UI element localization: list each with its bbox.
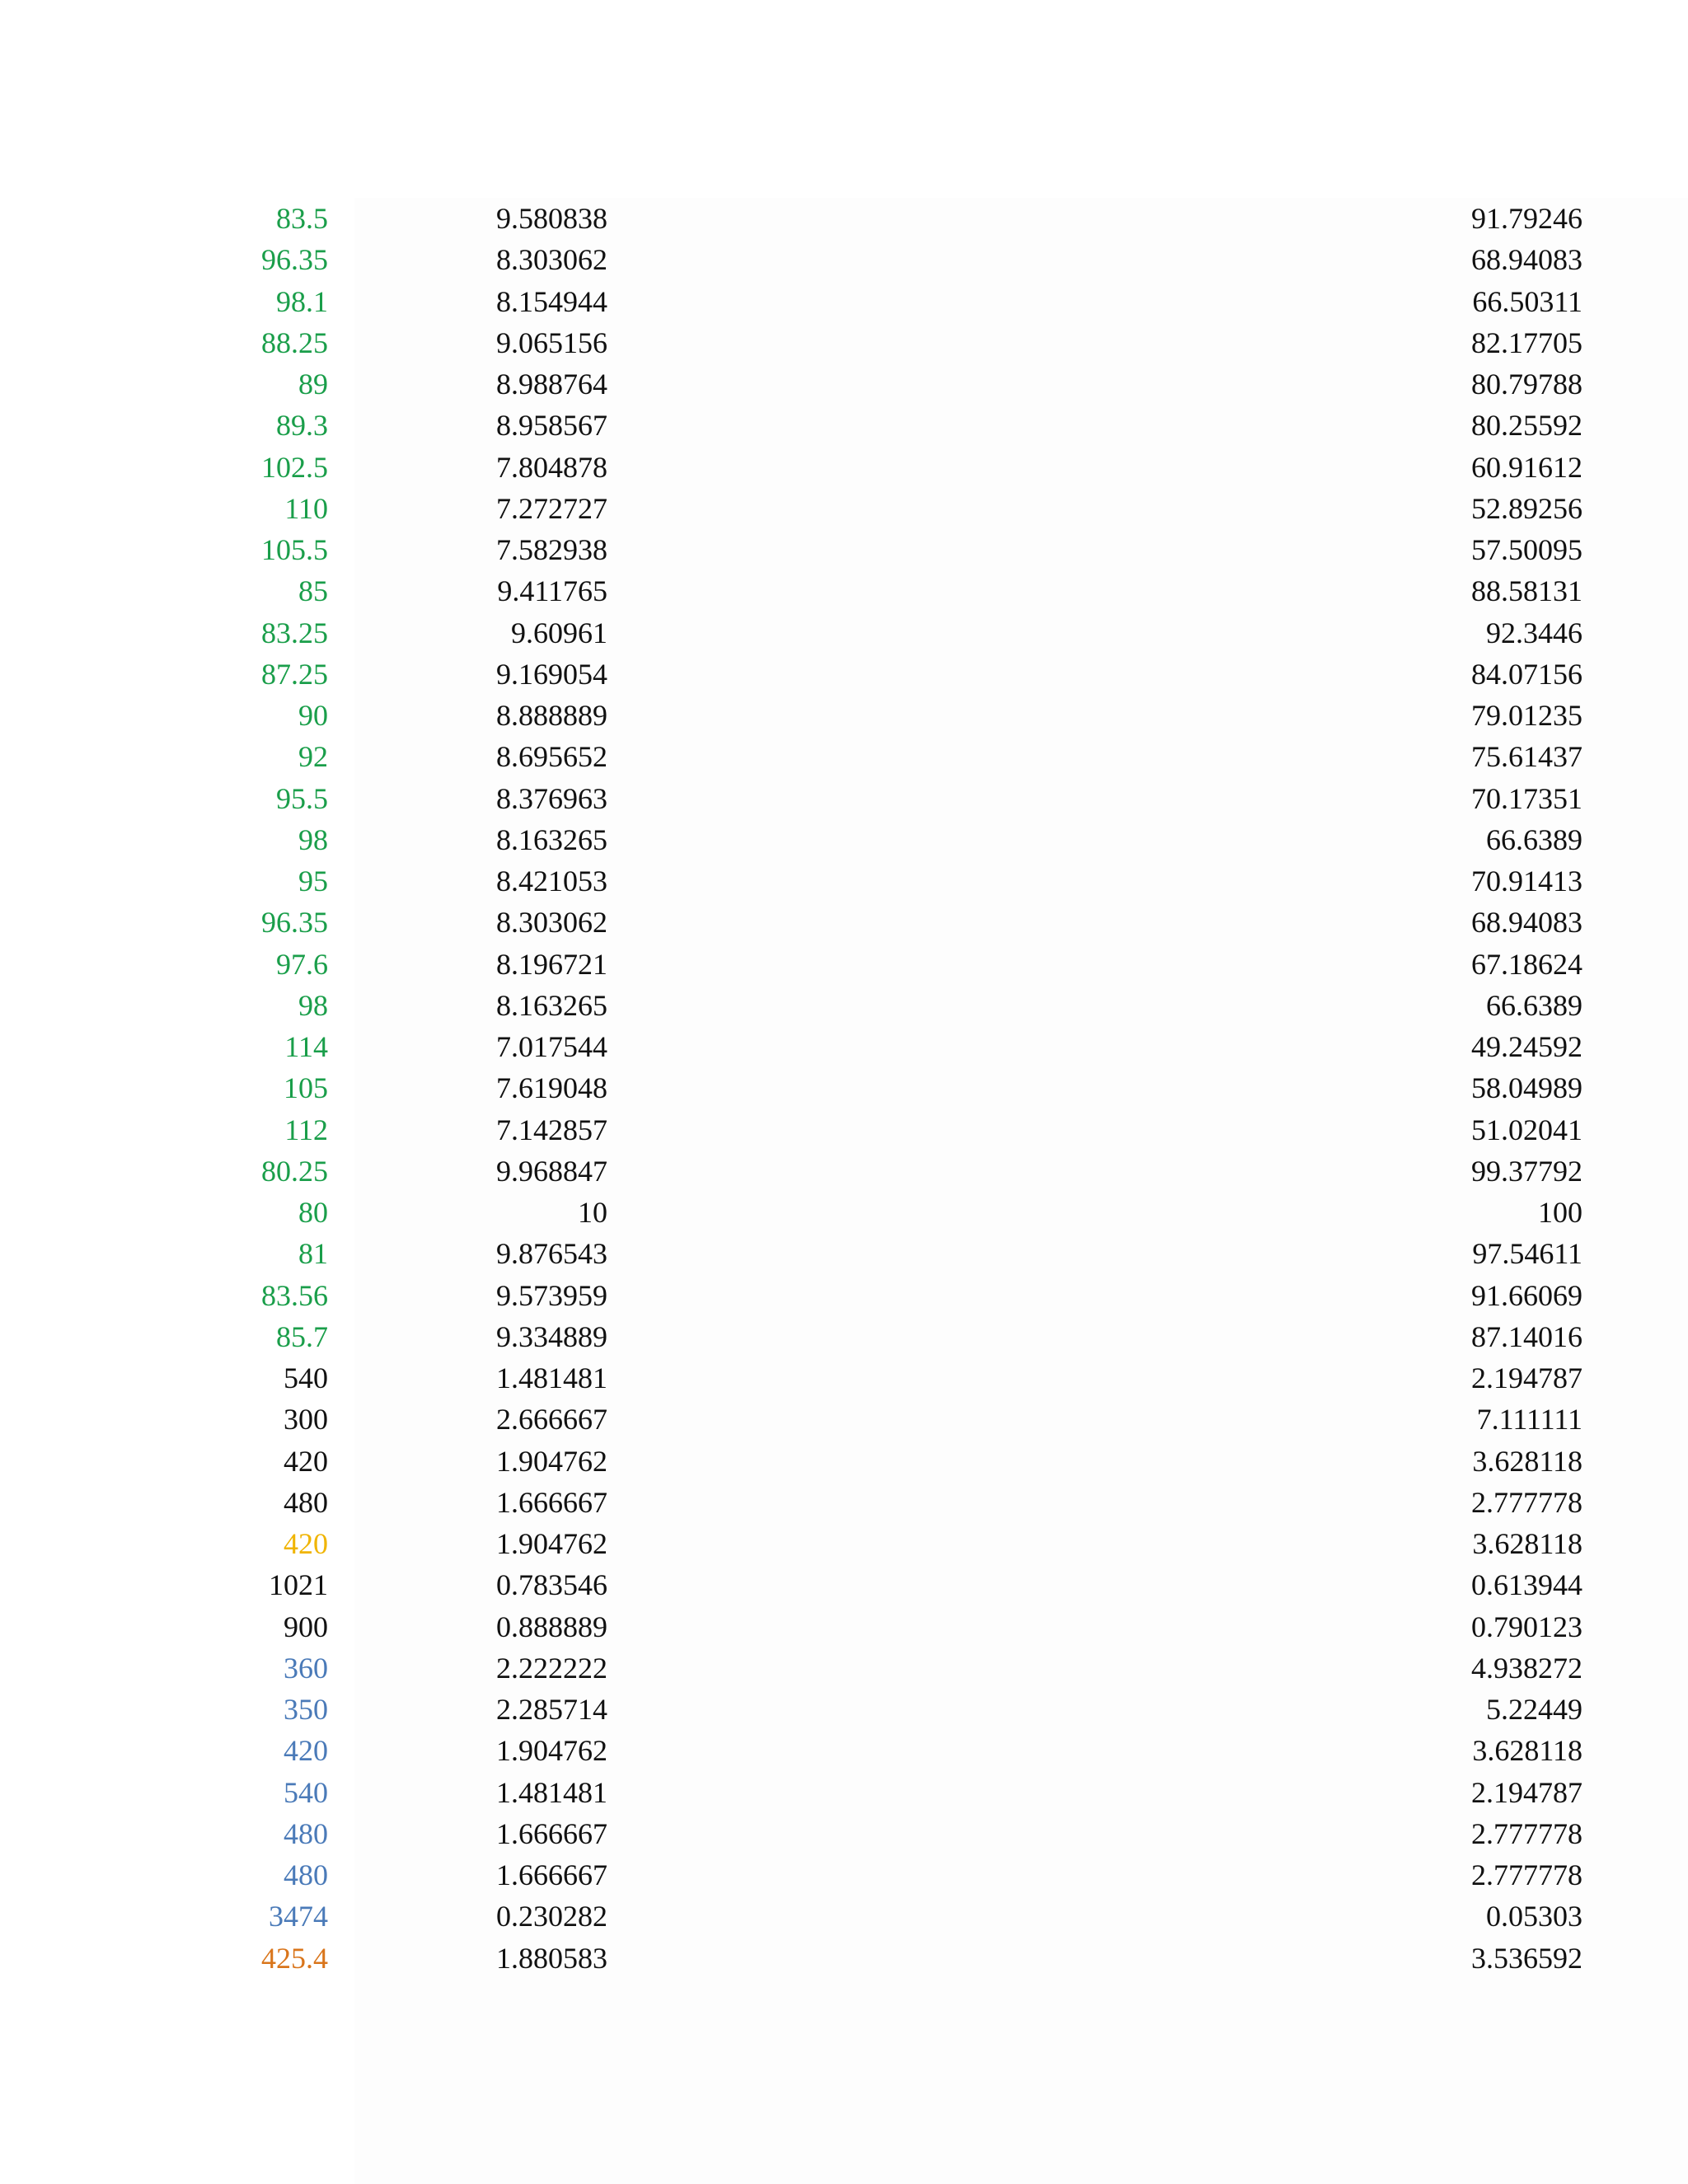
table-row: [0, 1689, 1688, 1730]
reciprocal-cell: 8.421053: [496, 865, 607, 898]
squared-cell: 2.194787: [1471, 1775, 1582, 1809]
value-cell: 89: [298, 368, 328, 401]
value-cell: 98: [298, 823, 328, 856]
reciprocal-cell: 7.142857: [496, 1113, 607, 1146]
table-row: [0, 405, 1688, 446]
value-cell: 3474: [269, 1900, 328, 1933]
value-cell: 89.3: [276, 409, 328, 443]
squared-cell: 0.613944: [1471, 1568, 1582, 1602]
table-row: [0, 1482, 1688, 1523]
table-row: [0, 529, 1688, 570]
table-row: [0, 488, 1688, 529]
reciprocal-cell: 0.888889: [496, 1610, 607, 1643]
squared-cell: 66.6389: [1486, 988, 1582, 1022]
reciprocal-cell: 9.968847: [496, 1154, 607, 1188]
reciprocal-cell: 9.411765: [497, 574, 607, 608]
squared-cell: 66.6389: [1486, 823, 1582, 856]
squared-cell: 2.777778: [1471, 1816, 1582, 1850]
table-row: [0, 1938, 1688, 1979]
value-cell: 105.5: [261, 533, 328, 566]
table-row: [0, 447, 1688, 488]
value-cell: 95.5: [276, 781, 328, 815]
table-row: [0, 1854, 1688, 1896]
squared-cell: 0.790123: [1471, 1610, 1582, 1643]
value-cell: 97.6: [276, 947, 328, 981]
table-row: [0, 1564, 1688, 1605]
table-row: [0, 363, 1688, 405]
value-cell: 96.35: [261, 243, 328, 277]
reciprocal-cell: 1.481481: [496, 1775, 607, 1809]
table-row: [0, 1896, 1688, 1937]
reciprocal-cell: 9.60961: [511, 616, 607, 649]
table-row: [0, 1813, 1688, 1854]
data-table: [0, 198, 1688, 1979]
reciprocal-cell: 2.285714: [496, 1693, 607, 1726]
value-cell: 420: [284, 1444, 328, 1478]
value-cell: 90: [298, 699, 328, 732]
reciprocal-cell: 9.334889: [496, 1319, 607, 1353]
table-row: [0, 695, 1688, 736]
reciprocal-cell: 9.573959: [496, 1278, 607, 1312]
table-row: [0, 1647, 1688, 1689]
value-cell: 300: [284, 1403, 328, 1436]
squared-cell: 2.777778: [1471, 1858, 1582, 1891]
value-cell: 480: [284, 1816, 328, 1850]
reciprocal-cell: 1.904762: [496, 1444, 607, 1478]
value-cell: 900: [284, 1610, 328, 1643]
squared-cell: 68.94083: [1471, 906, 1582, 940]
reciprocal-cell: 1.904762: [496, 1527, 607, 1560]
squared-cell: 3.628118: [1472, 1734, 1582, 1768]
reciprocal-cell: 8.888889: [496, 699, 607, 732]
table-row: [0, 1026, 1688, 1067]
value-cell: 95: [298, 865, 328, 898]
table-row: [0, 985, 1688, 1026]
reciprocal-cell: 8.988764: [496, 368, 607, 401]
squared-cell: 60.91612: [1471, 450, 1582, 484]
table-row: [0, 1772, 1688, 1813]
squared-cell: 84.07156: [1471, 657, 1582, 691]
squared-cell: 91.66069: [1471, 1278, 1582, 1312]
squared-cell: 0.05303: [1486, 1900, 1582, 1933]
squared-cell: 99.37792: [1471, 1154, 1582, 1188]
value-cell: 105: [284, 1071, 328, 1105]
reciprocal-cell: 8.695652: [496, 740, 607, 774]
reciprocal-cell: 9.876543: [496, 1237, 607, 1271]
value-cell: 80.25: [261, 1154, 328, 1188]
table-row: [0, 1316, 1688, 1357]
reciprocal-cell: 9.065156: [496, 326, 607, 359]
table-row: [0, 198, 1688, 239]
reciprocal-cell: 7.619048: [496, 1071, 607, 1105]
value-cell: 80: [298, 1196, 328, 1229]
table-row: [0, 1233, 1688, 1274]
reciprocal-cell: 0.783546: [496, 1568, 607, 1602]
squared-cell: 3.536592: [1471, 1941, 1582, 1975]
squared-cell: 87.14016: [1471, 1319, 1582, 1353]
reciprocal-cell: 1.666667: [496, 1858, 607, 1891]
value-cell: 110: [284, 491, 328, 525]
reciprocal-cell: 8.163265: [496, 823, 607, 856]
value-cell: 102.5: [261, 450, 328, 484]
reciprocal-cell: 1.481481: [496, 1361, 607, 1394]
reciprocal-cell: 8.376963: [496, 781, 607, 815]
value-cell: 85: [298, 574, 328, 608]
table-row: [0, 1441, 1688, 1482]
reciprocal-cell: 2.666667: [496, 1403, 607, 1436]
squared-cell: 49.24592: [1471, 1030, 1582, 1063]
table-row: [0, 654, 1688, 695]
value-cell: 480: [284, 1858, 328, 1891]
squared-cell: 88.58131: [1471, 574, 1582, 608]
table-row: [0, 239, 1688, 280]
table-row: [0, 778, 1688, 819]
value-cell: 112: [284, 1113, 328, 1146]
reciprocal-cell: 1.666667: [496, 1816, 607, 1850]
reciprocal-cell: 2.222222: [496, 1651, 607, 1685]
squared-cell: 68.94083: [1471, 243, 1582, 277]
value-cell: 83.25: [261, 616, 328, 649]
value-cell: 98.1: [276, 284, 328, 318]
squared-cell: 2.194787: [1471, 1361, 1582, 1394]
table-row: [0, 1192, 1688, 1233]
value-cell: 114: [284, 1030, 328, 1063]
reciprocal-cell: 9.169054: [496, 657, 607, 691]
value-cell: 83.5: [276, 202, 328, 235]
table-row: [0, 281, 1688, 322]
value-cell: 1021: [269, 1568, 328, 1602]
reciprocal-cell: 8.303062: [496, 243, 607, 277]
reciprocal-cell: 1.880583: [496, 1941, 607, 1975]
squared-cell: 75.61437: [1471, 740, 1582, 774]
value-cell: 350: [284, 1693, 328, 1726]
squared-cell: 66.50311: [1472, 284, 1582, 318]
table-row: [0, 819, 1688, 860]
reciprocal-cell: 8.958567: [496, 409, 607, 443]
reciprocal-cell: 8.163265: [496, 988, 607, 1022]
squared-cell: 80.79788: [1471, 368, 1582, 401]
squared-cell: 2.777778: [1471, 1485, 1582, 1519]
reciprocal-cell: 9.580838: [496, 202, 607, 235]
reciprocal-cell: 0.230282: [496, 1900, 607, 1933]
squared-cell: 57.50095: [1471, 533, 1582, 566]
squared-cell: 52.89256: [1471, 491, 1582, 525]
reciprocal-cell: 1.666667: [496, 1485, 607, 1519]
table-row: [0, 736, 1688, 777]
reciprocal-cell: 8.303062: [496, 906, 607, 940]
reciprocal-cell: 8.196721: [496, 947, 607, 981]
value-cell: 420: [284, 1734, 328, 1768]
value-cell: 96.35: [261, 906, 328, 940]
table-row: [0, 902, 1688, 943]
table-row: [0, 1067, 1688, 1108]
squared-cell: 67.18624: [1471, 947, 1582, 981]
value-cell: 88.25: [261, 326, 328, 359]
value-cell: 420: [284, 1527, 328, 1560]
value-cell: 540: [284, 1775, 328, 1809]
value-cell: 92: [298, 740, 328, 774]
reciprocal-cell: 10: [578, 1196, 607, 1229]
squared-cell: 7.111111: [1476, 1403, 1582, 1436]
squared-cell: 92.3446: [1486, 616, 1582, 649]
squared-cell: 80.25592: [1471, 409, 1582, 443]
table-row: [0, 1399, 1688, 1440]
value-cell: 81: [298, 1237, 328, 1271]
table-row: [0, 1523, 1688, 1564]
reciprocal-cell: 8.154944: [496, 284, 607, 318]
squared-cell: 91.79246: [1471, 202, 1582, 235]
squared-cell: 100: [1538, 1196, 1582, 1229]
value-cell: 85.7: [276, 1319, 328, 1353]
value-cell: 360: [284, 1651, 328, 1685]
table-row: [0, 1151, 1688, 1192]
squared-cell: 70.17351: [1471, 781, 1582, 815]
table-row: [0, 1606, 1688, 1647]
squared-cell: 3.628118: [1472, 1527, 1582, 1560]
reciprocal-cell: 7.582938: [496, 533, 607, 566]
table-row: [0, 1275, 1688, 1316]
squared-cell: 82.17705: [1471, 326, 1582, 359]
squared-cell: 79.01235: [1471, 699, 1582, 732]
reciprocal-cell: 7.804878: [496, 450, 607, 484]
table-row: [0, 570, 1688, 612]
reciprocal-cell: 7.272727: [496, 491, 607, 525]
table-row: [0, 612, 1688, 654]
value-cell: 425.4: [261, 1941, 328, 1975]
squared-cell: 58.04989: [1471, 1071, 1582, 1105]
value-cell: 480: [284, 1485, 328, 1519]
reciprocal-cell: 7.017544: [496, 1030, 607, 1063]
table-row: [0, 1357, 1688, 1399]
squared-cell: 51.02041: [1471, 1113, 1582, 1146]
value-cell: 98: [298, 988, 328, 1022]
squared-cell: 70.91413: [1471, 865, 1582, 898]
squared-cell: 3.628118: [1472, 1444, 1582, 1478]
table-row: [0, 860, 1688, 902]
value-cell: 540: [284, 1361, 328, 1394]
table-row: [0, 1730, 1688, 1771]
squared-cell: 5.22449: [1486, 1693, 1582, 1726]
squared-cell: 4.938272: [1471, 1651, 1582, 1685]
table-row: [0, 944, 1688, 985]
squared-cell: 97.54611: [1472, 1237, 1582, 1271]
table-row: [0, 322, 1688, 363]
value-cell: 83.56: [261, 1278, 328, 1312]
table-row: [0, 1109, 1688, 1151]
value-cell: 87.25: [261, 657, 328, 691]
reciprocal-cell: 1.904762: [496, 1734, 607, 1768]
